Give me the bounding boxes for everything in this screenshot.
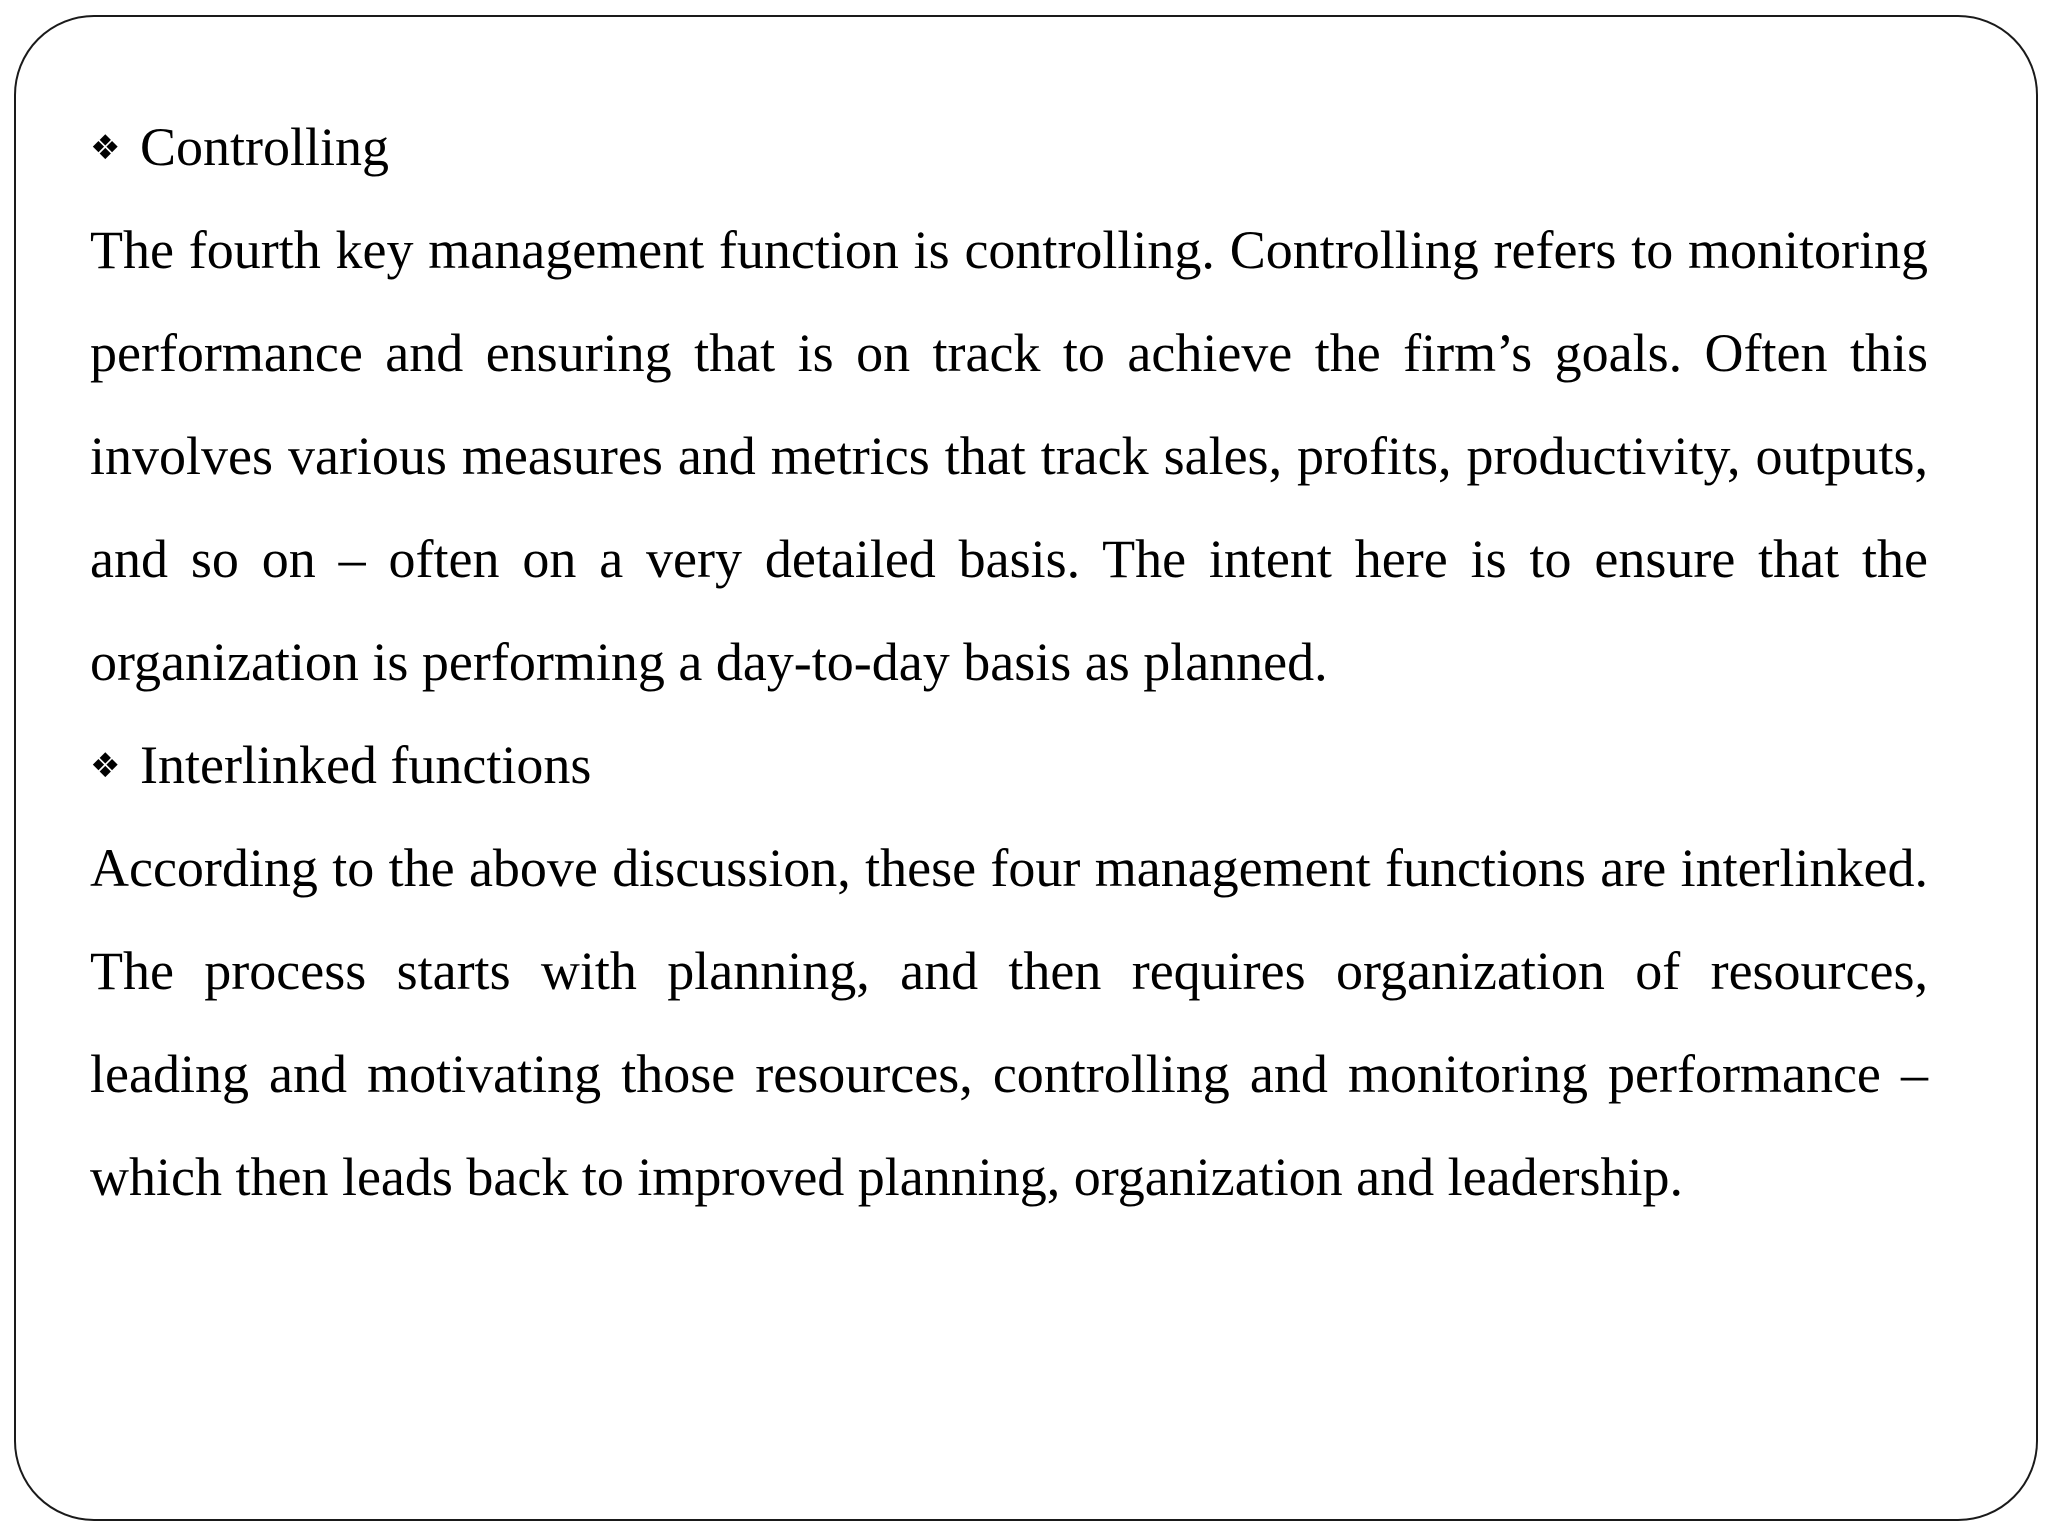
slide-content [90,96,1928,1229]
four-diamond-bullet-icon: ❖ [90,128,121,168]
section-heading-controlling [90,96,1928,199]
section-heading-text: Interlinked functions [140,735,592,795]
section-paragraph-controlling: The fourth key management function is controlling. Controlling refers to monitoring performance and ensuring that is on track to achieve the firm’s goals. Often this involves various measures and metrics that track sales, profits, productivity, outputs, and so on – often on a very detailed basis. The intent here is to ensure that the organization is performing a day-to-day basis as planned. [90,220,1928,692]
section-heading-interlinked-functions [90,714,1928,817]
section-heading-text: Controlling [140,117,390,177]
four-diamond-bullet-icon: ❖ [90,746,121,786]
section-paragraph-interlinked-functions: According to the above discussion, these four management functions are interlinked. The process starts with planning, and then requires organization of resources, leading and motivating those resources, controlling and monitoring performance – which then leads back to improved planning, organization and leadership. [90,838,1928,1207]
